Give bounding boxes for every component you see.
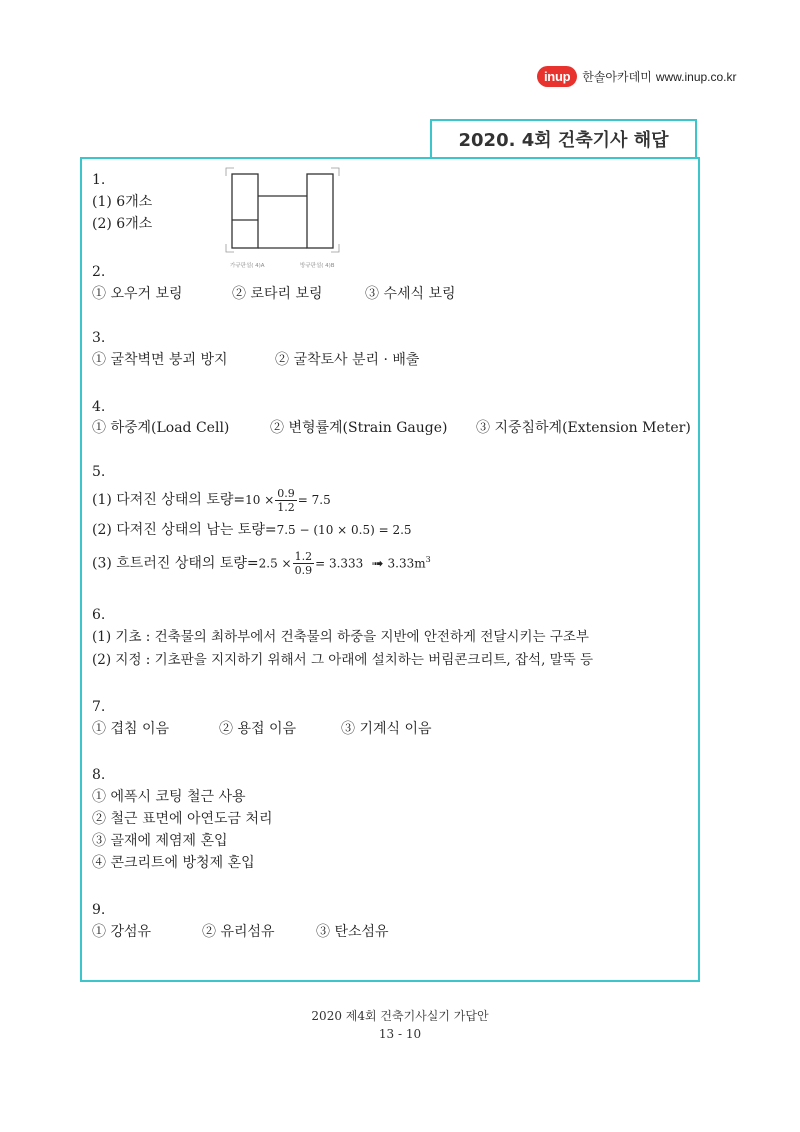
excavation-plan-diagram — [222, 166, 342, 270]
q6-number: 6. — [92, 607, 106, 623]
fraction-numerator: 0.9 — [277, 486, 295, 500]
diagram-left-caption: 가규판설( 4)A — [230, 263, 265, 269]
q9-item-2: ② 유리섬유 — [202, 924, 275, 940]
q1-answer-2: (2) 6개소 — [92, 216, 153, 232]
q5-line-1-pre: 10 × — [245, 493, 275, 507]
q5-line-2-label: (2) 다져진 상태의 남는 토량= — [92, 522, 277, 538]
q4-number: 4. — [92, 399, 106, 415]
logo-name: 한솔아카데미 — [582, 70, 652, 84]
q5-line-3-exponent: 3 — [425, 555, 431, 564]
q5-line-1-fraction — [275, 487, 297, 514]
q3-item-2: ② 굴착토사 분리 · 배출 — [275, 352, 420, 368]
q5-line-1-label: (1) 다져진 상태의 토량= — [92, 492, 246, 508]
q5-line-3-result: 3.33m — [387, 556, 426, 571]
q9-item-3: ③ 탄소섬유 — [316, 924, 389, 940]
q2-item-3: ③ 수세식 보링 — [365, 286, 456, 302]
fraction-numerator: 1.2 — [294, 550, 313, 564]
q5-line-1 — [92, 485, 331, 515]
q5-line-3-fraction — [293, 550, 315, 577]
q5-line-3-post: = 3.333 — [315, 556, 364, 571]
q8-number: 8. — [92, 767, 106, 783]
q5-line-3-pre: 2.5 × — [258, 556, 292, 571]
q5-line-1-post: = 7.5 — [297, 493, 331, 507]
q3-number: 3. — [92, 330, 106, 346]
arrow-icon: ➟ — [371, 555, 384, 572]
logo-badge: inup — [537, 66, 577, 87]
q4-item-3: ③ 지중침하계(Extension Meter) — [476, 420, 691, 436]
footer-title: 2020 제4회 건축기사실기 가답안 — [311, 1009, 489, 1023]
q6-answer-1: (1) 기초 : 건축물의 최하부에서 건축물의 하중을 지반에 안전하게 전달시키는 구조부 — [92, 629, 589, 645]
fraction-denominator: 0.9 — [294, 564, 313, 578]
q7-item-2: ② 용접 이음 — [219, 721, 296, 737]
q9-number: 9. — [92, 902, 106, 918]
q3-item-1: ① 굴착벽면 붕괴 방지 — [92, 352, 228, 368]
q2-number: 2. — [92, 264, 106, 280]
q2-item-1: ① 오우거 보링 — [92, 286, 183, 302]
q8-item-1: ① 에폭시 코팅 철근 사용 — [92, 789, 246, 805]
page-number: 13 - 10 — [378, 1027, 422, 1041]
q8-item-2: ② 철근 표면에 아연도금 처리 — [92, 811, 273, 827]
q1-answer-1: (1) 6개소 — [92, 194, 153, 210]
diagram-right-caption: 방규판설( 4)B — [300, 263, 335, 269]
q4-item-1: ① 하중계(Load Cell) — [92, 420, 230, 436]
q5-line-3 — [92, 545, 431, 579]
q4-item-2: ② 변형률계(Strain Gauge) — [270, 420, 448, 436]
q2-item-2: ② 로타리 보링 — [232, 286, 323, 302]
q5-line-2 — [92, 520, 412, 540]
page-title: 2020. 4회 건축기사 해답 — [430, 119, 697, 157]
q7-number: 7. — [92, 699, 106, 715]
q5-number: 5. — [92, 464, 106, 480]
q5-line-2-math: 7.5 − (10 × 0.5) = 2.5 — [276, 523, 412, 537]
q7-item-1: ① 겹침 이음 — [92, 721, 169, 737]
q8-item-4: ④ 콘크리트에 방청제 혼입 — [92, 855, 255, 871]
q5-line-3-label: (3) 흐트러진 상태의 토량= — [92, 555, 259, 572]
logo-url: www.inup.co.kr — [655, 70, 737, 84]
fraction-denominator: 1.2 — [277, 500, 295, 514]
q6-answer-2: (2) 지정 : 기초판을 지지하기 위해서 그 아래에 설치하는 버림콘크리트, 잡석, 말뚝 등 — [92, 652, 594, 668]
logo — [537, 66, 737, 87]
q1-number: 1. — [92, 172, 106, 188]
q9-item-1: ① 강섬유 — [92, 924, 152, 940]
q8-item-3: ③ 골재에 제염제 혼입 — [92, 833, 228, 849]
q7-item-3: ③ 기계식 이음 — [341, 721, 432, 737]
